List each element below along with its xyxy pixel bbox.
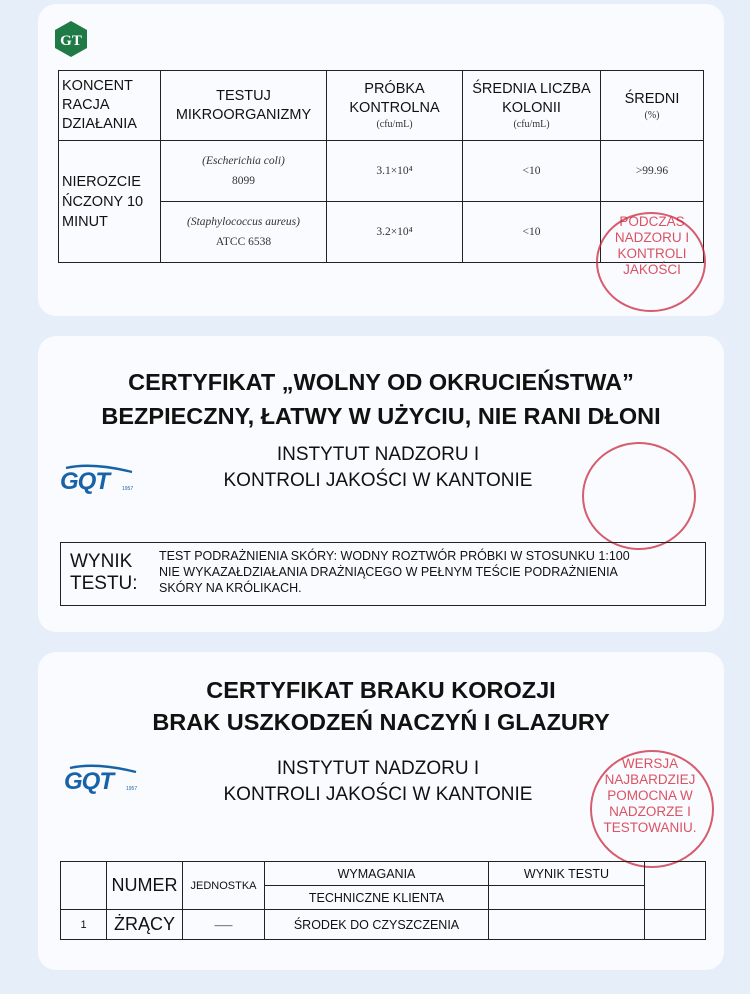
result-description: TEST PODRAŻNIENIA SKÓRY: WODNY ROZTWÓR PRÓBKI W STOSUNKU 1:100 NIE WYKAZAŁDZIAŁANIA DRAŻNIĄCEGO W PEŁNYM TEŚCIE PODRAŻNIENIA SKÓRY NA KRÓLIKACH. — [159, 549, 630, 595]
row-label-contact-time: NIEROZCIE ŃCZONY 10 MINUT — [59, 141, 161, 263]
header-average-percent: ŚREDNI (%) — [601, 71, 704, 141]
row-index: 1 — [61, 910, 107, 940]
header-unit: JEDNOSTKA — [183, 862, 265, 910]
control-cell: 3.1×10⁴ — [327, 141, 463, 202]
gqt-logo-icon: GQT 1957 — [56, 464, 136, 505]
institute-name-line2: KONTROLI JAKOŚCI W KANTONIE — [223, 784, 533, 805]
header-client-specs: TECHNICZNE KLIENTA — [265, 886, 489, 910]
header-average-colonies: ŚREDNIA LICZBA KOLONII (cfu/mL) — [463, 71, 601, 141]
header-test-result: WYNIK TESTU — [489, 862, 645, 886]
institute-name-line2: KONTROLI JAKOŚCI W KANTONIE — [223, 470, 533, 491]
certificate-subtitle: BRAK USZKODZEŃ NACZYŃ I GLAZURY — [152, 709, 610, 735]
certificate-title: CERTYFIKAT „WOLNY OD OKRUCIEŃSTWA” — [128, 369, 634, 395]
header-number: NUMER — [107, 862, 183, 910]
gt-logo-icon — [54, 20, 88, 58]
certificate-subtitle: BEZPIECZNY, ŁATWY W UŻYCIU, NIE RANI DŁONI — [101, 403, 661, 429]
organism-cell: (Escherichia coli) 8099 — [161, 141, 327, 202]
average-cell: >99.96 — [601, 141, 704, 202]
corrosion-results-table — [60, 861, 706, 940]
certificate-title: CERTYFIKAT BRAKU KOROZJI — [206, 677, 556, 703]
colonies-cell: <10 — [463, 141, 601, 202]
colonies-cell: <10 — [463, 202, 601, 263]
microbial-test-card — [38, 4, 724, 316]
svg-text:GT: GT — [60, 33, 82, 49]
header-microorganisms: TESTUJ MIKROORGANIZMY — [161, 71, 327, 141]
test-result-box — [60, 542, 706, 606]
institute-name-line1: INSTYTUT NADZORU I — [276, 444, 480, 465]
stamp-text: WERSJA NAJBARDZIEJ POMOCNA W NADZORZE I TESTOWANIU. — [603, 756, 697, 835]
header-control-sample: PRÓBKA KONTROLNA (cfu/mL) — [327, 71, 463, 141]
header-concentration: KONCENT RACJA DZIAŁANIA — [59, 71, 161, 141]
row-unit: —— — [183, 910, 265, 940]
row-requirement: ŚRODEK DO CZYSZCZENIA — [265, 910, 489, 940]
institute-name-line1: INSTYTUT NADZORU I — [276, 758, 480, 779]
row-name: ŻRĄCY — [107, 910, 183, 940]
control-cell: 3.2×10⁴ — [327, 202, 463, 263]
organism-cell: (Staphylococcus aureus) ATCC 6538 — [161, 202, 327, 263]
header-requirements: WYMAGANIA — [265, 862, 489, 886]
result-label: WYNIK TESTU: — [70, 551, 138, 594]
red-circle-stamp — [582, 442, 696, 550]
no-corrosion-certificate-card — [38, 652, 724, 970]
gqt-logo-icon: GQT 1957 — [60, 764, 140, 805]
stamp-text: PODCZAS NADZORU I KONTROLI JAKOŚCI — [614, 214, 690, 277]
cruelty-free-certificate-card — [38, 336, 724, 632]
